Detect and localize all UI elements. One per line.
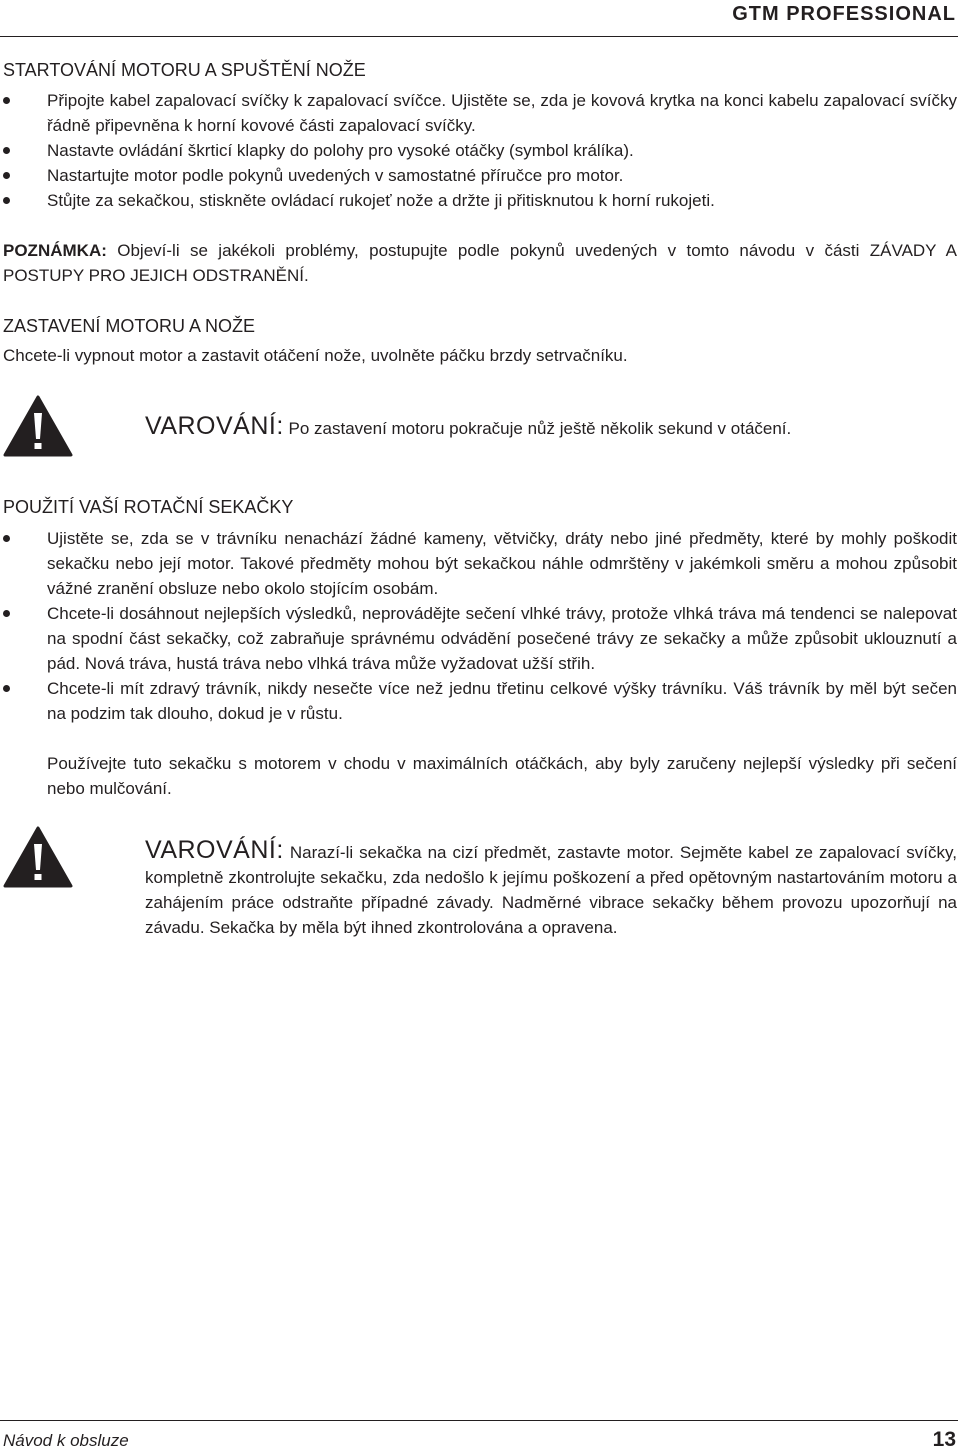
- use-tips-list: [0, 526, 957, 726]
- note-label: POZNÁMKA:: [3, 241, 107, 260]
- warning-1-label: VAROVÁNÍ:: [145, 412, 284, 440]
- note-text: Objeví-li se jakékoli problémy, postupujte podle pokynů uvedených v tomto návodu v části ZÁVADY A POSTUPY PRO JEJICH ODSTRANĚNÍ.: [3, 241, 957, 285]
- list-item: [0, 526, 957, 601]
- start-steps-list: [0, 88, 957, 213]
- bullet-icon: [3, 535, 10, 542]
- bullet-icon: [3, 147, 10, 154]
- bullet-icon: [3, 172, 10, 179]
- list-item: [0, 676, 957, 726]
- list-item: [0, 601, 957, 676]
- bullet-icon: [3, 685, 10, 692]
- note-paragraph: [3, 238, 957, 288]
- list-item-text: Nastavte ovládání škrticí klapky do polohy pro vysoké otáčky (symbol králíka).: [47, 141, 634, 160]
- use-continuation: Používejte tuto sekačku s motorem v chodu v maximálních otáčkách, aby byly zaručeny nejlepší výsledky při sečení nebo mulčování.: [47, 754, 957, 798]
- list-item: [0, 88, 957, 138]
- page-number: 13: [932, 1428, 956, 1451]
- list-item-text: Stůjte za sekačkou, stiskněte ovládací rukojeť nože a držte ji přitisknutou k horní rukojeti.: [47, 191, 715, 210]
- list-item: [0, 188, 957, 213]
- bullet-icon: [3, 97, 10, 104]
- list-item: [0, 138, 957, 163]
- section-heading-use: POUŽITÍ VAŠÍ ROTAČNÍ SEKAČKY: [3, 497, 294, 517]
- list-item-text: Ujistěte se, zda se v trávníku nenachází žádné kameny, větvičky, dráty nebo jiné předměty, které by mohly poškodit sekačku nebo její motor. Takové předměty mohou být sekačkou náhle odmrštěny v jakémkoli směru a mohou způsobit vážné zranění obsluze nebo okolo stojícím osobám.: [47, 529, 957, 598]
- footer-manual-title: Návod k obsluze: [3, 1431, 129, 1450]
- warning-triangle-icon: [3, 826, 73, 888]
- warning-2-label: VAROVÁNÍ:: [145, 836, 284, 864]
- header-divider: [0, 36, 958, 37]
- list-item-text: Chcete-li mít zdravý trávník, nikdy nesečte více než jednu třetinu celkové výšky trávníku. Váš trávník by měl být sečen na podzim tak dlouho, dokud je v růstu.: [47, 679, 957, 723]
- warning-1: [145, 414, 957, 441]
- bullet-icon: [3, 610, 10, 617]
- list-item-text: Chcete-li dosáhnout nejlepších výsledků, neprovádějte sečení vlhké trávy, protože vlhká tráva má tendenci se nalepovat na spodní část sekačky, což zabraňuje správnému odvádění posečené trávy ze sekačky a může způsobit uklouznutí a pád. Nová tráva, hustá tráva nebo vlhká tráva může vyžadovat užší střih.: [47, 604, 957, 673]
- warning-2-text: Narazí-li sekačka na cizí předmět, zastavte motor. Sejměte kabel ze zapalovací svíčky, kompletně zkontrolujte sekačku, zda nedošlo k jejímu poškození a před opětovným nastartováním motoru a zahájením práce odstraňte případné závady. Nadměrné vibrace sekačky během provozu upozorňují na závadu. Sekačka by měla být ihned zkontrolována a opravena.: [145, 843, 957, 937]
- bullet-icon: [3, 197, 10, 204]
- stop-paragraph: Chcete-li vypnout motor a zastavit otáčení nože, uvolněte páčku brzdy setrvačníku.: [3, 346, 628, 365]
- list-item: [0, 163, 957, 188]
- warning-triangle-icon: [3, 395, 73, 457]
- footer-divider: [0, 1420, 958, 1421]
- list-item-text: Nastartujte motor podle pokynů uvedených v samostatné příručce pro motor.: [47, 166, 624, 185]
- list-item-text: Připojte kabel zapalovací svíčky k zapalovací svíčce. Ujistěte se, zda je kovová krytka na konci kabelu zapalovací svíčky řádně připevněna k horní kovové části zapalovací svíčky.: [47, 91, 957, 135]
- warning-1-text: Po zastavení motoru pokračuje nůž ještě několik sekund v otáčení.: [283, 419, 792, 438]
- section-heading-stop: ZASTAVENÍ MOTORU A NOŽE: [3, 316, 256, 336]
- warning-2: [145, 838, 957, 940]
- header-brand: GTM PROFESSIONAL: [732, 3, 956, 25]
- section-heading-start: STARTOVÁNÍ MOTORU A SPUŠTĚNÍ NOŽE: [3, 60, 366, 80]
